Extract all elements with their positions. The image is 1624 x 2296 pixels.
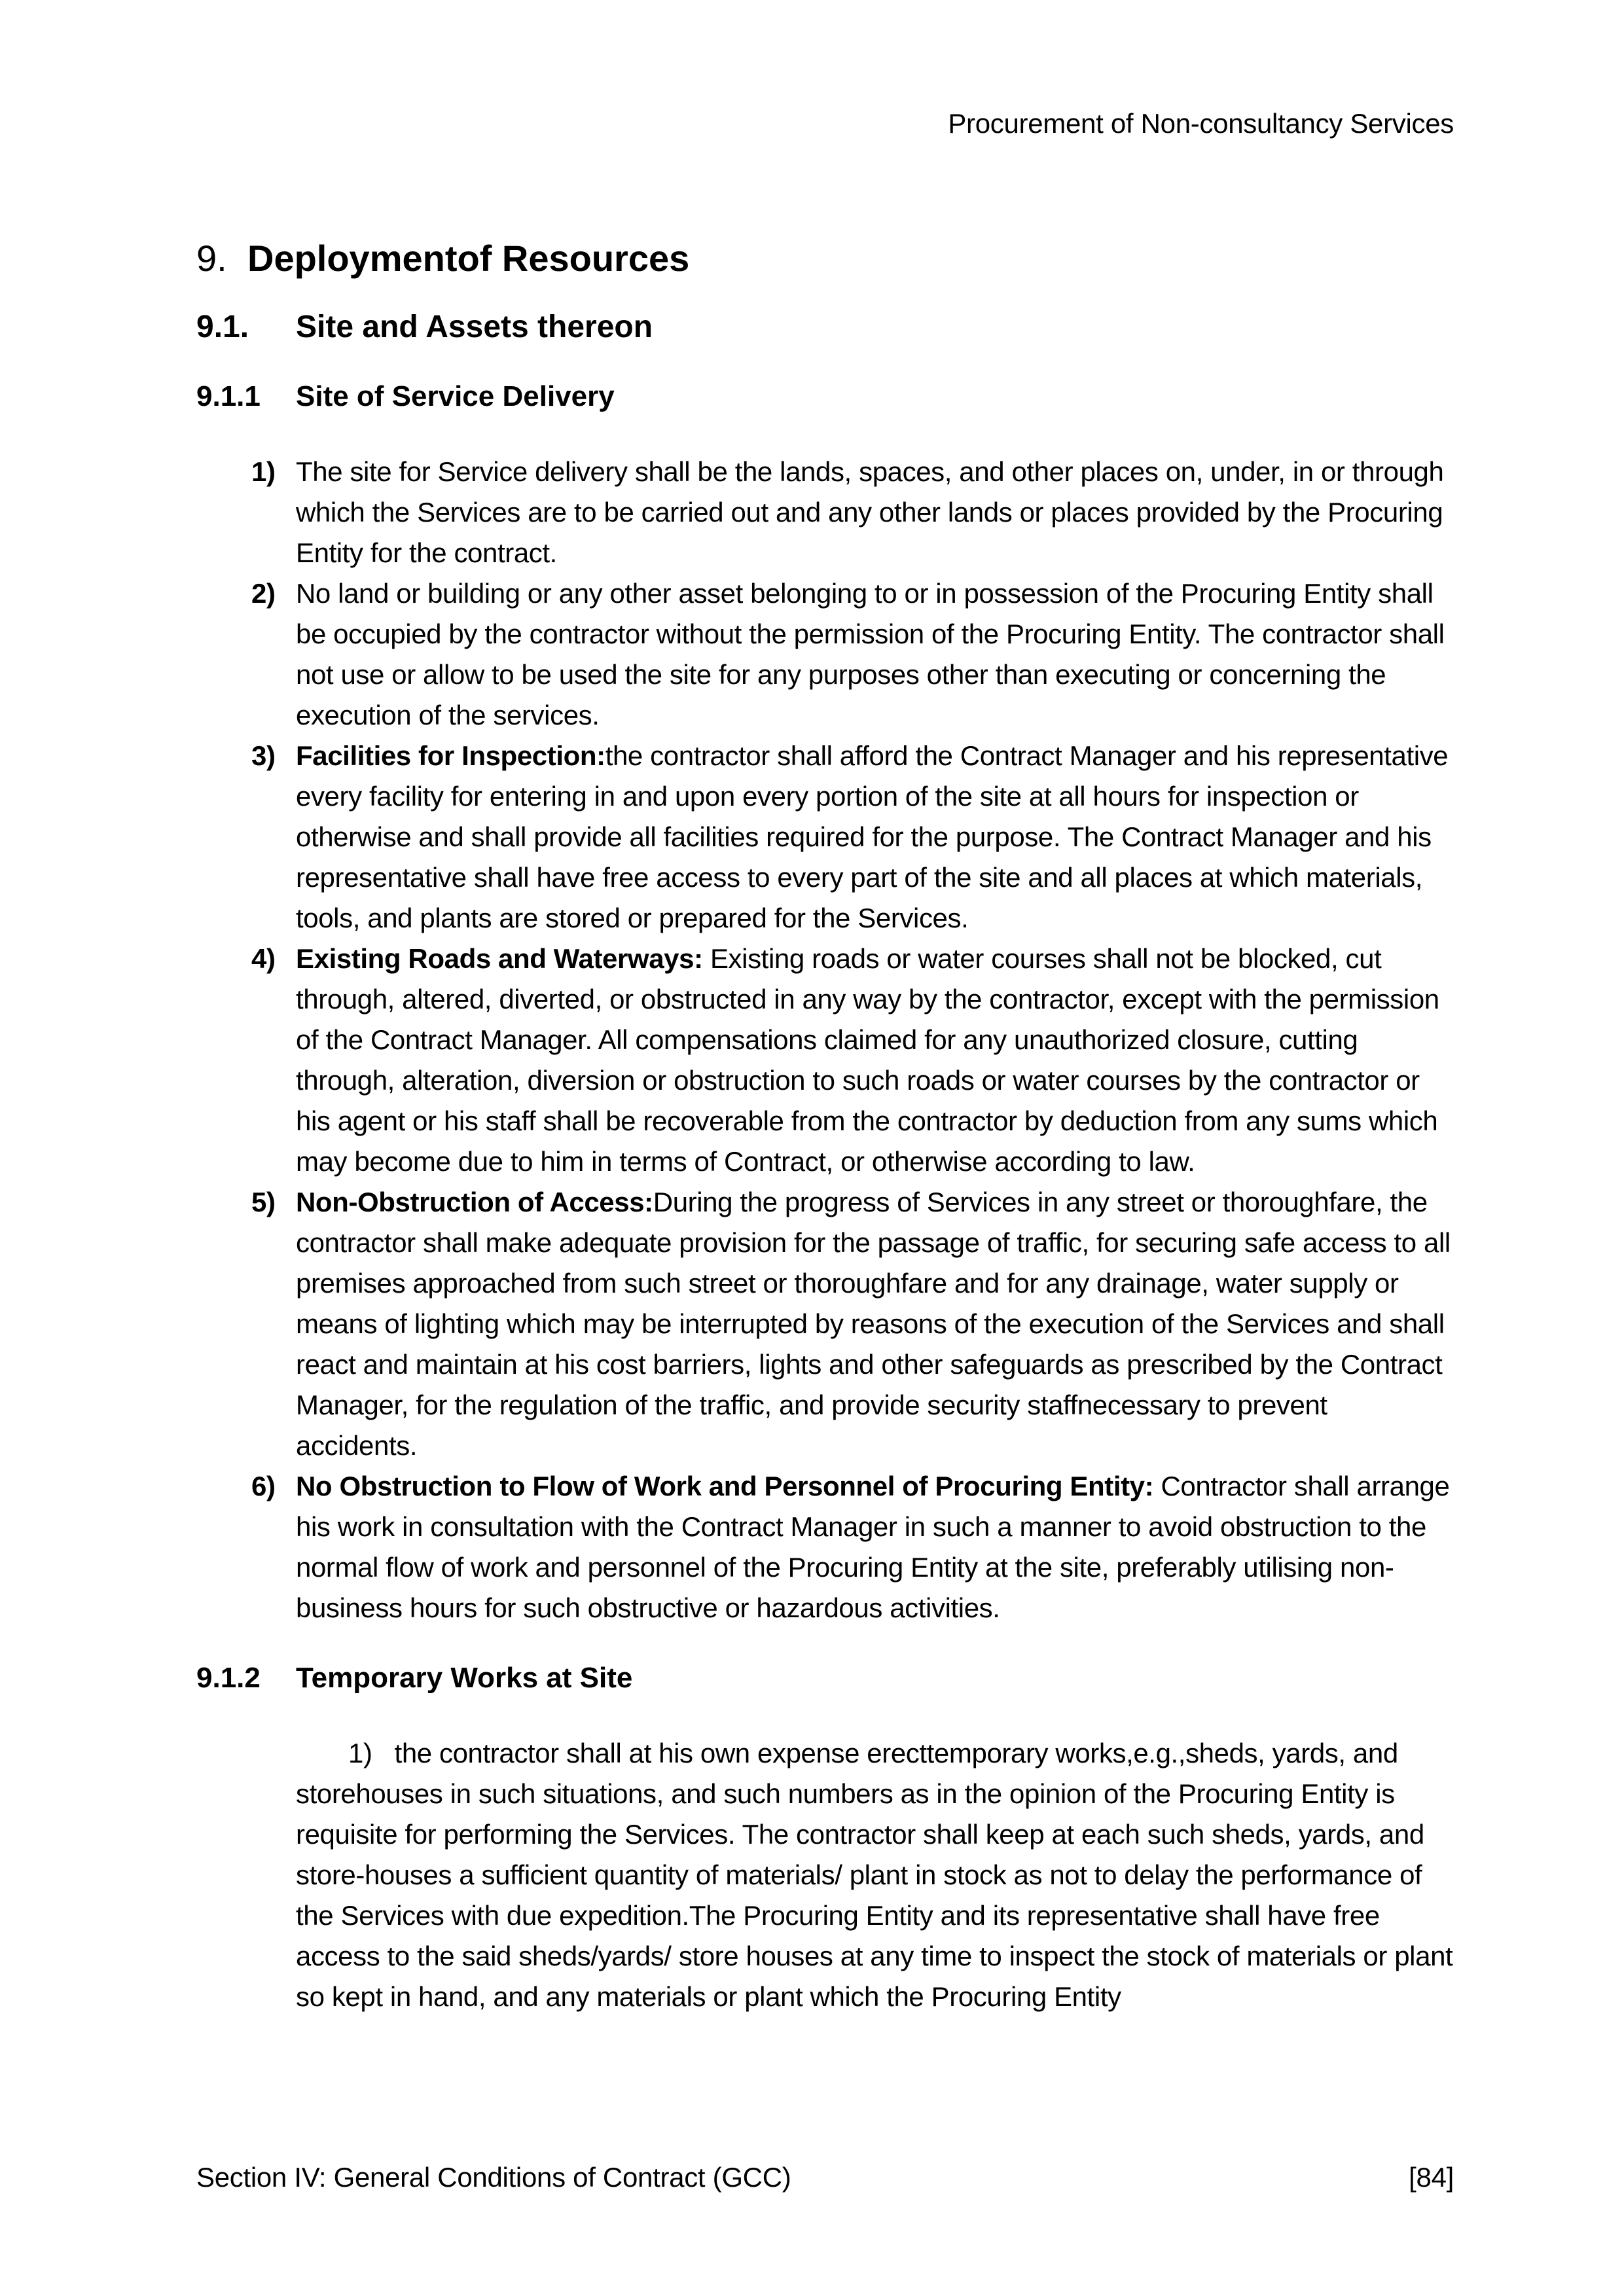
page-header: [196, 103, 1454, 144]
heading-9-1-number: 9.1.: [196, 310, 249, 344]
heading-9-1-1-number: 9.1.1: [196, 380, 261, 412]
list-item-3-number: 3): [251, 740, 276, 771]
heading-9-1-2-number: 9.1.2: [196, 1662, 261, 1694]
heading-9: [196, 236, 1454, 281]
page-footer: [196, 2157, 1454, 2198]
list-item-6: [251, 1466, 1454, 1628]
list-item-1-number: 1): [251, 456, 276, 487]
list-item-4-lead: Existing Roads and Waterways:: [296, 943, 703, 974]
list-item-5-number: 5): [251, 1187, 276, 1217]
footer-page-number: [84]: [1409, 2162, 1454, 2193]
heading-9-1-1-title: Site of Service Delivery: [296, 380, 615, 412]
heading-9-1-2-title: Temporary Works at Site: [296, 1662, 633, 1694]
header-title-text: Procurement of Non-consultancy Services: [948, 108, 1454, 139]
list-item-1-text: The site for Service delivery shall be the lands, spaces, and other places on, under, in or through which the Services are to be carried out and any other lands or places provided by the Procuring Entity for the contract.: [296, 456, 1444, 568]
heading-9-number: 9.: [196, 238, 227, 279]
paragraph-9-1-2: [296, 1733, 1454, 2017]
paragraph-9-1-2-text: the contractor shall at his own expense erecttemporary works,e.g.,sheds, yards, and storehouses in such situations, and such numbers as in the opinion of the Procuring Entity is requisite for performing the Services. The contractor shall keep at each such sheds, yards, and store-houses a sufficient quantity of materials/ plant in stock as not to delay the performance of the Services with due expedition.The Procuring Entity and its representative shall have free access to the said sheds/yards/ store houses at any time to inspect the stock of materials or plant so kept in hand, and any materials or plant which the Procuring Entity: [296, 1738, 1453, 2012]
footer-section-label: Section IV: General Conditions of Contract (GCC): [196, 2162, 791, 2193]
list-item-4: [251, 939, 1454, 1182]
heading-9-1-2: [196, 1660, 1454, 1696]
list-item-1: [251, 452, 1454, 573]
heading-9-title: Deploymentof Resources: [247, 238, 690, 279]
heading-9-1: [196, 308, 1454, 347]
numbered-list-9-1-1: [251, 452, 1454, 1628]
paragraph-9-1-2-number: 1): [348, 1738, 372, 1768]
list-item-6-lead: No Obstruction to Flow of Work and Personnel of Procuring Entity:: [296, 1471, 1154, 1501]
list-item-5: [251, 1182, 1454, 1466]
list-item-5-text: During the progress of Services in any street or thoroughfare, the contractor shall make adequate provision for the passage of traffic, for securing safe access to all premises approached from such street or thoroughfare and for any drainage, water supply or means of lighting which may be interrupted by reasons of the execution of the Services and shall react and maintain at his cost barriers, lights and other safeguards as prescribed by the Contract Manager, for the regulation of the traffic, and provide security staffnecessary to prevent accidents.: [296, 1187, 1451, 1461]
list-item-3-text: the contractor shall afford the Contract Manager and his representative every facility for entering in and upon every portion of the site at all hours for inspection or otherwise and shall provide all facilities required for the purpose. The Contract Manager and his representative shall have free access to every part of the site and all places at which materials, tools, and plants are stored or prepared for the Services.: [296, 740, 1449, 933]
list-item-3: [251, 736, 1454, 939]
list-item-4-text: Existing roads or water courses shall not be blocked, cut through, altered, diverted, or obstructed in any way by the contractor, except with the permission of the Contract Manager. All compensations claimed for any unauthorized closure, cutting through, alteration, diversion or obstruction to such roads or water courses by the contractor or his agent or his staff shall be recoverable from the contractor by deduction from any sums which may become due to him in terms of Contract, or otherwise according to law.: [296, 943, 1439, 1177]
list-item-2-number: 2): [251, 578, 276, 609]
heading-9-1-title: Site and Assets thereon: [296, 310, 653, 344]
list-item-6-text: Contractor shall arrange his work in consultation with the Contract Manager in such a manner to avoid obstruction to the normal flow of work and personnel of the Procuring Entity at the site, preferably utilising non-business hours for such obstructive or hazardous activities.: [296, 1471, 1450, 1623]
list-item-3-lead: Facilities for Inspection:: [296, 740, 605, 771]
list-item-2-text: No land or building or any other asset belonging to or in possession of the Procuring Entity shall be occupied by the contractor without the permission of the Procuring Entity. The contractor shall not use or allow to be used the site for any purposes other than executing or concerning the execution of the services.: [296, 578, 1445, 730]
list-item-6-number: 6): [251, 1471, 276, 1501]
heading-9-1-1: [196, 378, 1454, 415]
list-item-4-number: 4): [251, 943, 276, 974]
list-item-5-lead: Non-Obstruction of Access:: [296, 1187, 653, 1217]
list-item-2: [251, 573, 1454, 736]
